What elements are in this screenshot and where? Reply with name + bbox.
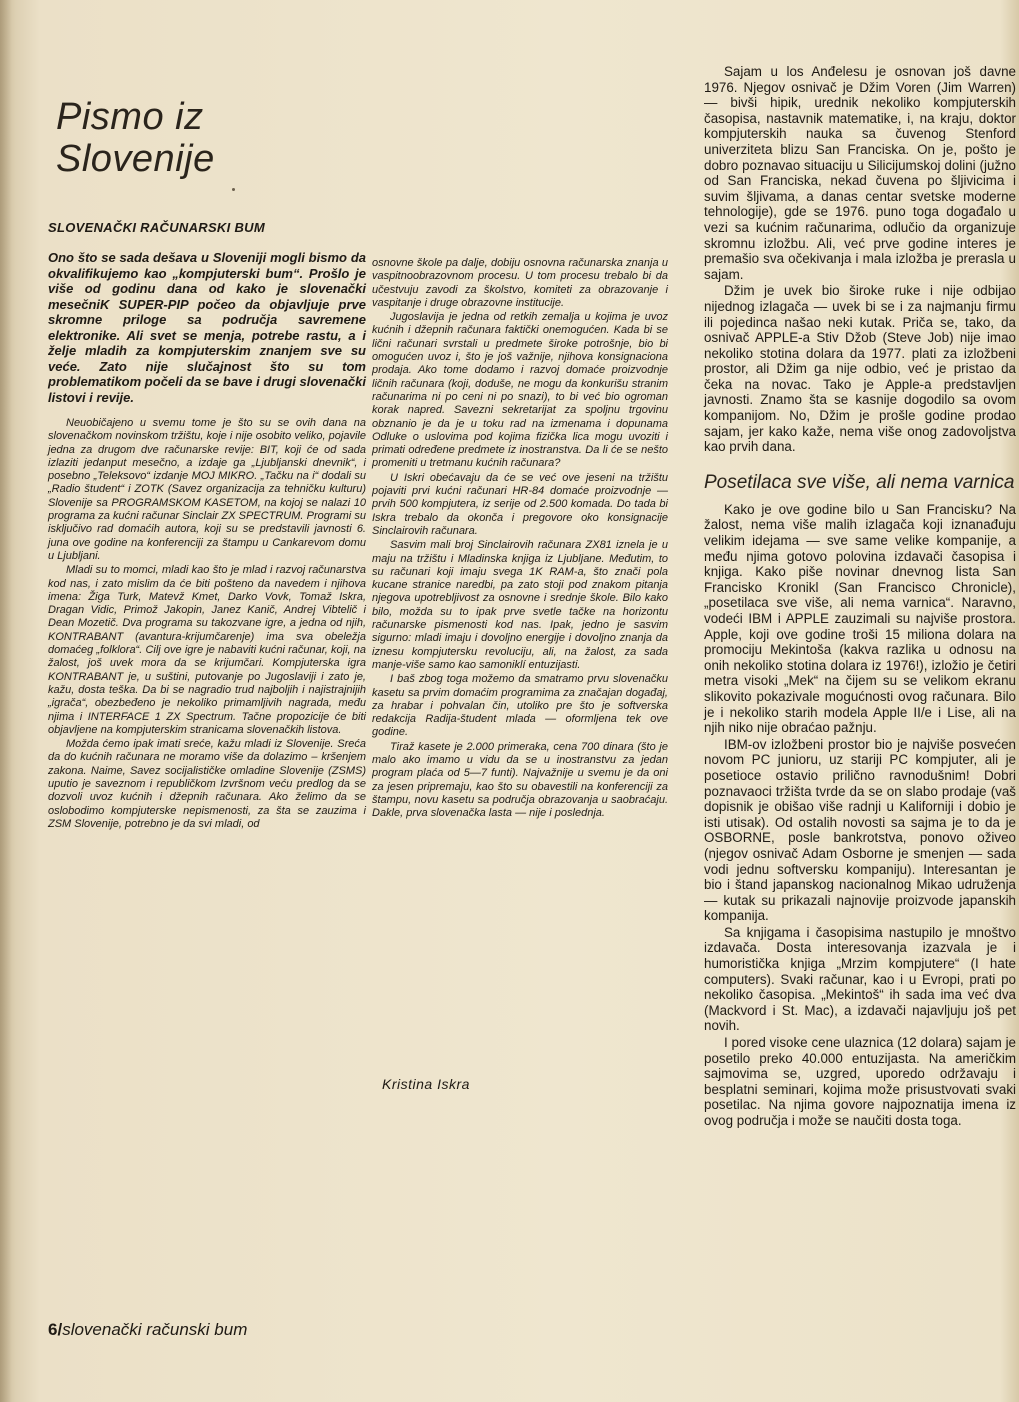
col2-paragraph: I baš zbog toga možemo da smatramo prvu slovenačku kasetu sa prvim domaćim programima za značajan događaj, za hrabar i pohvalan čin, utoliko pre što je softverska redakcija Radija-študent mlada — oformljena tek ove godine. [372,673,668,739]
col2-paragraph: osnovne škole pa dalje, dobiju osnovna računarska znanja u vaspitnoobrazovnom procesu. U tom procesu trebalo bi da učestvuju zavodi za školstvo, komiteti za obrazovanje i vaspitanje i druge obrazovne institucije. [372,257,668,309]
page-footer [48,1320,247,1340]
page-number: 6/ [48,1320,63,1339]
title-line-2: Slovenije [56,138,215,180]
col2-paragraph: Sasvim mali broj Sinclairovih računara ZX81 iznela je u maju na tržištu i Mladinska knjiga iz Ljubljane. Međutim, to su računari koji imaju svega 1K RAM-a, što znači pola kucane stranice naredbi, pa zato stoji pod znakom pitanja njegova upotrebljivost za osnovne i srednje škole. Bilo kako bilo, možda su to ipak prve svetle tačke na horizontu računarske pismenosti kod nas. Ipak, jedno je sasvim sigurno: mladi imaju i dovoljno energije i dovoljno znanja da iznesu kompjutersku revoluciju, ali, na žalost, za sada manje-više samo kao samoniklí entuzijasti. [372,539,668,671]
column-1 [48,250,366,832]
column-1-body [48,417,366,831]
title-line-1: Pismo iz [56,96,204,138]
col1-paragraph: Možda ćemo ipak imati sreće, kažu mladi iz Slovenije. Sreća da do kućnih računara ne moramo više da dolazimo – kršenjem zakona. Naime, Savez socijalističke omladine Slovenije (ZSMS) uputio je saveznom i republičkom Izvršnom veću predlog da se dozvoli uvoz kućnih i džepnih računara. Ako želimo da se oslobodimo kompjuterske nepismenosti, za šta se zauzima i ZSM Slovenije, potrebno je da svi mladi, od [48,738,366,830]
col2-paragraph: Jugoslavija je jedna od retkih zemalja u kojima je uvoz kućnih i džepnih računara faktički onemogućen. Kada bi se lični računari svrstali u predmete široke potrošnje, bio bi omogućen uvoz i, što je još važnije, njihova konsignaciona prodaja. Ako tome dodamo i razvoj domaće proizvodnje ličnih računara (koji, doduše, ne mogu da konkurišu stranim računarima ni po ceni ni po snazi), to bi već bio ogroman korak napred. Savezni sekretarijat za spoljnu trgovinu obznanio je da je u toku rad na izmenama i dopunama Odluke o uslovima pod kojima fizička lica mogu uvoziti i primati određene predmete iz inostranstva. Da li će se nešto promeniti u tretmanu kućnih računara? [372,311,668,470]
col3-paragraph: Sajam u los Anđelesu je osnovan još davne 1976. Njegov osnivač je Džim Voren (Jim Warren) — bivši hipik, urednik nekoliko kompjuterskih časopisa, nastavnik matematike, i, na kraju, doktor kompjuterskih nauka sa čuvenog Stenford univerziteta blizu San Franciska. On je, pošto je dobro poznavao situaciju u Silicijumskoj dolini (južno od San Franciska, nekad čuvena po šljivicima i suvim šljivama, a danas centar svetske moderne tehnologije), gde se 1976. puno toga događalo u vezi sa kućnim računarima, odlučio da organizuje skromnu izložbu. Ali, već prve godine interes je premašio sva očekivanja i mala izložba je prerasla u sajam. [704,64,1016,282]
col2-paragraph: U Iskri obećavaju da će se već ove jeseni na tržištu pojaviti prvi kućni računari HR-84 domaće proizvodnje — prvih 500 kompjutera, iz serije od 2.500 komada. Do tada bi Iskra trebalo da okonča i pregovore oko konsignacije Sinclairovih računara. [372,471,668,537]
author-signature: Kristina Iskra [382,1076,470,1092]
col3-paragraph: Džim je uvek bio široke ruke i nije odbijao nijednog izlagača — uvek bi se i za najmanju firmu ili pojedinca našao neki kutak. Priča se, tako, da osnivač APPLE-a Stiv Džob (Steve Job) nije imao nekoliko stotina dolara da 1977. plati za izložbeni prostor, ali Džim ga nije odbio, već je pristao da čeka na novac. Tako je Apple-a predstavljen javnosti. Znamo šta se kasnije dogodilo sa ovom kompanijom. No, Džim je prošle godine prodao sajam, jer kako kaže, nema više onog zadovoljstva kao prvih dana. [704,283,1016,455]
column-2 [372,257,668,821]
column-3-subheading: Posetilaca sve više, ali nema varnica [704,471,1015,493]
col3-paragraph: I pored visoke cene ulaznica (12 dolara) sajam je posetilo preko 40.000 entuzijasta. Na američkim sajmovima se, uzgred, uporedo održavaju i besplatni seminari, kojima može prisustvovati svaki posetilac. Na njima govore najpoznatija imena iz ovog područja i može se naučiti dosta toga. [704,1035,1016,1128]
col3-paragraph: IBM-ov izložbeni prostor bio je najviše posvećen novom PC junioru, uz stariji PC kompjuter, ali je posetioce ostavio prilično ravnodušnim! Dobri poznavaoci tržišta tvrde da se on slabo prodaje (vaš dopisnik je obišao više radnji u Kaliforniji i dobio je isti utisak). Od ostalih novosti sa sajma je to da je OSBORNE, posle bankrotstva, ponovo oživeo (njegov osnivač Adam Osborne je smenjen — sada vodi jednu softversku kompaniju). Interesantan je bio i štand japanskog nacionalnog Mikao udruženja — kutak su prikazali najnovije proizvode japanskih kompanija. [704,736,1016,924]
footer-label: slovenački računski bum [62,1320,248,1339]
lead-paragraph [48,250,366,405]
col1-paragraph: Neuobičajeno u svemu tome je što su se ovih dana na slovenačkom novinskom tržištu, koje i nije osobito veliko, pojavile jedna za drugom dve računarske revije: BIT, koji će od sada izlaziti jedanput mesečno, a izdaje ga „Ljubljanski dnevnik“, i posebno „Teleksovo“ izdanje MOJ MIKRO. „Tačku na i“ dodali su „Radio študent“ i ZOTK (Savez organizacija za tehničku kulturu) Slovenije sa PROGRAMSKOM KASETOM, na kojoj se nalazi 10 programa za kućni računar Sinclair ZX SPECTRUM. Programi su isključivo rad domaćih autora, koji su se predstavili javnosti 6. juna ove godine na konferenciji za štampu u Cankarevom domu u Ljubljani. [48,417,366,562]
print-speck [232,188,235,191]
lead-text: Ono što se sada dešava u Sloveniji mogli bismo da okvalifikujemo kao „kompjuterski bum“. Prošlo je više od godinu dana od kako je slovenački mesečniK SUPER-PIP počeo da objavljuje prve skromne priloge sa područja savremene elektronike. Ali svet se menja, potrebe rastu, a i želje mladih za kompjuterskim znanjem sve su veće. Zato nije slučajnost što su tom problematikom počeli da se bave i drugi slovenački listovi i revije. [48,250,366,405]
col2-paragraph: Tiraž kasete je 2.000 primeraka, cena 700 dinara (što je malo ako imamo u vidu da se u inostranstvu za jedan program plaća od 5—7 funti). Najvažnije u svemu je da oni za jesen pripremaju, kao što su obavestili na konferenciji za štampu, novu kasetu sa područja obrazovanja u saobraćaju. Dakle, prva slovenačka lasta — nije i poslednja. [372,740,668,820]
col1-paragraph: Mladi su to momci, mladi kao što je mlad i razvoj računarstva kod nas, i zato mislim da će biti pošteno da navedem i njihova imena: Žiga Turk, Matevž Kmet, Darko Vovk, Tomaž Iskra, Dragan Vidic, Primož Jakopin, Janez Kanič, Andrej Vibtelič i Dean Mozetič. Dva programa su takozvane igre, a jedna od njih, KONTRABANT (avantura-krijumčarenje) ima sva obeležja domaćeg „folklora“. Cilj ove igre je nabaviti kućni računar, koji, na žalost, još uvek mora da se krijumčari. Kompjuterska igra KONTRABANT je, u suštini, putovanje po Jugoslaviji i zato je, kažu, dosta teška. Da bi se nagradio trud najboljih i najistrajnijih „igrača“, obezbeđeno je nekoliko primamljivih nagrada, među njima i INTERFACE 1 ZX Spectrum. Tačne propozicije će biti objavljene na kompjuterskim stranicama slovenačkih listova. [48,564,366,736]
article-title [56,96,215,180]
col3-paragraph: Kako je ove godine bilo u San Francisku? Na žalost, nema više malih izlagača koji iznanađuju velikim idejama — sve same velike kompanije, a među njima gotovo polovina izdavači časopisa i knjiga. Kako piše novinar dnevnog lista San Francisko Kronikl (San Francisco Chronicle), „posetilaca sve više, ali nema varnica“. Naravno, vodeći IBM i APPLE zauzimali su najviše prostora. Apple, koji ove godine troši 15 miliona dolara na promociju Mekintoša (kakva razlika u odnosu na onih nekoliko stotina dolara iz 1976!), izložio je četiri metra visoki „Mek“ na čijem su se velikom ekranu slikovito pokazivale mogućnosti ovog računara. Bilo je i nekoliko starih modela Apple II/e i Lise, ali na njih niko nije obraćao pažnju. [704,501,1016,736]
column-3 [704,64,1016,1130]
page-crease-shadow [0,0,12,1402]
section-heading: SLOVENAČKI RAČUNARSKI BUM [48,220,265,235]
col3-paragraph: Sa knjigama i časopisima nastupilo je mnoštvo izdavača. Dosta interesovanja izazvala je i humoristička knjiga „Mrzim kompjutere“ (I hate computers). Svaki računar, kao i u Evropi, prati po nekoliko časopisa. „Mekintoš“ ih sada ima već dva (Mackvord i St. Mac), a izdavači najavljuju još pet novih. [704,924,1016,1034]
